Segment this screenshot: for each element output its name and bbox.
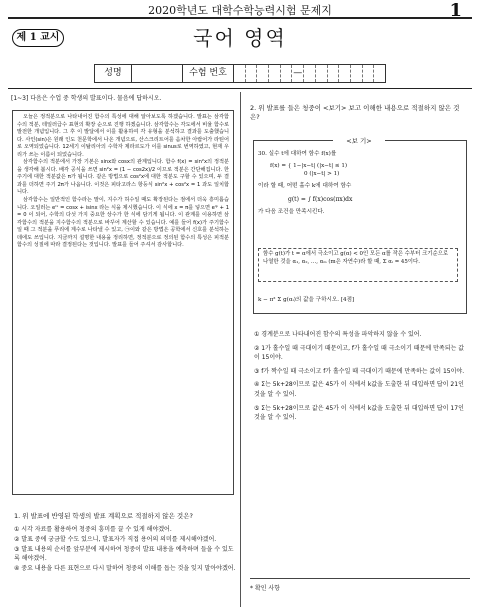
answer-option[interactable]: ③ f가 짝수일 때 극소이고 f가 홀수일 때 극대이기 때문에 만족하는 값이 15이야.	[254, 367, 465, 375]
passage-paragraph: 삼각함수는 일반적인 함수라는 말이, 지수가 허수일 때도 확장된다는 점에서 더욱 흥미롭습니다. 오일러는 eⁱˣ = cosx + isinx 라는 식을 제시했습니다. 이 식에 x = π를 넣으면 eⁱᵖ + 1 = 0 이 되어, 수학의 다섯 가지 중요한 상수가 한 식에 담기게 됩니다. 이 관계를 이용하면 삼각함수의 적분을 지수함수의 적분으로 바꾸어 계산할 수 있습니다. 예를 들어 f(x)가 주기함수일 때 그 적분을 푸리에 계수로 나타낼 수 있고, ㉠이와 같은 방법은 공학에서 신호를 분석하는 데에도 쓰입니다. 지금까지 설명한 내용을 정리하면, 정적분으로 정의된 함수의 특성은 피적분 함수의 성질에 따라 결정된다는 것입니다. 발표를 들어 주셔서 감사합니다.	[17, 197, 229, 249]
answer-option[interactable]: ④ 중요 내용을 다른 표현으로 다시 말하여 청중의 이해를 돕는 것을 잊지 말아야겠어.	[14, 565, 236, 572]
reading-passage	[12, 110, 234, 495]
piecewise-case-1: f(x) = { 1−|x−t| (|x−t| ≤ 1)	[270, 163, 348, 169]
bogi-label: <보 기>	[333, 136, 385, 145]
problem-ask: k − π² Σ g(αᵢ)의 값을 구하시오. [4점]	[258, 297, 355, 303]
question-2-options	[254, 330, 466, 427]
answer-option[interactable]: ① 경계분으로 나타내어진 함수의 특성을 파악하지 않을 수 있어.	[254, 331, 422, 338]
top-divider	[8, 17, 472, 19]
name-label: 성명	[95, 65, 132, 82]
exam-title: 2020학년도 대학수학능력시험 문제지	[148, 4, 332, 17]
condition-box: 함수 g(t)가 t = α에서 극소이고 g(α) < 0인 모든 α를 작은 수부터 크기순으로 나열한 것을 α₁, α₂, …, αₘ (m은 자연수)라 할 때, Σ αᵢ = 45이다.	[258, 248, 458, 282]
answer-option[interactable]: ② 1가 홀수일 때 극대이기 때문이고, f가 홀수일 때 극소이기 때문에 만족되는 값이 15이야.	[254, 344, 464, 362]
question-2-stem: 2. 위 발표를 들은 청중이 <보기> 보고 이해한 내용으로 적절하지 않은 것은?	[250, 104, 460, 121]
answer-option[interactable]: ③ 발표 내용의 순서를 앞부분에 제시하여 청중이 발표 내용을 예측하며 들을 수 있도록 해야겠어.	[14, 546, 234, 562]
question-1	[14, 512, 236, 574]
question-1-stem: 1. 위 발표에 반영된 학생의 발표 계획으로 적절하지 않은 것은?	[14, 512, 193, 520]
session-badge: 제 1 교시	[12, 29, 64, 47]
piecewise-function	[270, 162, 458, 178]
problem-mid: 이라 할 때, 어떤 홀수 k에 대하여 함수	[258, 183, 352, 189]
question-1-options	[14, 525, 236, 573]
answer-option[interactable]: ④ Σ는 5k+28이므로 값은 45가 이 식에서 k값을 도출한 뒤 대입하면 답이 21인 것을 알 수 있어.	[254, 381, 464, 398]
column-divider	[240, 92, 241, 607]
exam-number-separator: —	[292, 65, 304, 82]
problem-intro: 30. 실수 t에 대하여 함수 f(x)를	[258, 151, 337, 157]
exam-number-field[interactable]	[234, 65, 385, 82]
problem-condition-intro: 가 다음 조건을 만족시킨다.	[258, 209, 325, 215]
answer-option[interactable]: ① 시각 자료를 활용하여 청중의 흥미를 끌 수 있게 해야겠어.	[14, 526, 172, 533]
notice-heading: * 확인 사항	[250, 578, 470, 592]
piecewise-case-2: 0 (|x−t| > 1)	[304, 171, 340, 177]
integral-definition: g(t) = ∫ f(x)cos(πx)dx	[288, 196, 353, 203]
page-number: 1	[449, 0, 462, 21]
header-divider	[8, 88, 472, 89]
answer-option[interactable]: ② 발표 중에 궁금할 수도 있으니, 발표자가 직접 용어의 의미를 제시해야겠어.	[14, 536, 217, 543]
question-set-intro: [1~3] 다음은 수업 중 학생의 발표이다. 물음에 답하시오.	[11, 95, 162, 102]
passage-paragraph: 오늘은 정적분으로 나타내어진 함수의 특성에 대해 알아보도록 하겠습니다. 발표는 삼각함수의 적분, 테일러급수 표현의 확장 순으로 진행 하겠습니다. 삼각함수는 각도에서 비율 함수로 발전한 개념입니다. 그 후 이 발달에서 이를 활용하여 각 유형을 분석하고 결과를 도출했습니다. 사인(sin)은 원래 인도 천문학에서 나온 개념으로, 산스크리트어를 음차한 아랍어가 라틴어로 오역되었습니다. 12세기 이탈리아의 수학자 제라르도가 이를 sinus로 번역하였고, 현재 우리가 쓰는 이름이 되었습니다.	[17, 114, 229, 158]
passage-paragraph: 삼각함수의 적분에서 가장 기본은 sinx와 cosx의 관계입니다. 함수 f(x) = sin²x의 정적분을 생각해 봅시다. 배각 공식을 쓰면 sin²x = (1 − cos2x)/2 이므로 적분은 간단해집니다. 한 주기에 대한 적분값은 π가 됩니다. 같은 방법으로 cos²x에 대한 적분도 구할 수 있으며, 두 결과를 더하면 주기 2π가 나옵니다. 이것은 피타고라스 항등식 sin²x + cos²x = 1 과도 일치합니다.	[17, 159, 229, 196]
subject-title: 국어 영역	[193, 26, 287, 50]
name-field[interactable]	[132, 65, 183, 82]
bogi-problem	[258, 150, 458, 216]
answer-option[interactable]: ⑤ Σ는 5k+28이므로 값은 45가 이 식에서 k값을 도출한 뒤 대입하면 답이 17인 것을 알 수 있어.	[254, 404, 464, 422]
candidate-id-row	[94, 64, 386, 83]
exam-number-label: 수험 번호	[183, 65, 234, 82]
